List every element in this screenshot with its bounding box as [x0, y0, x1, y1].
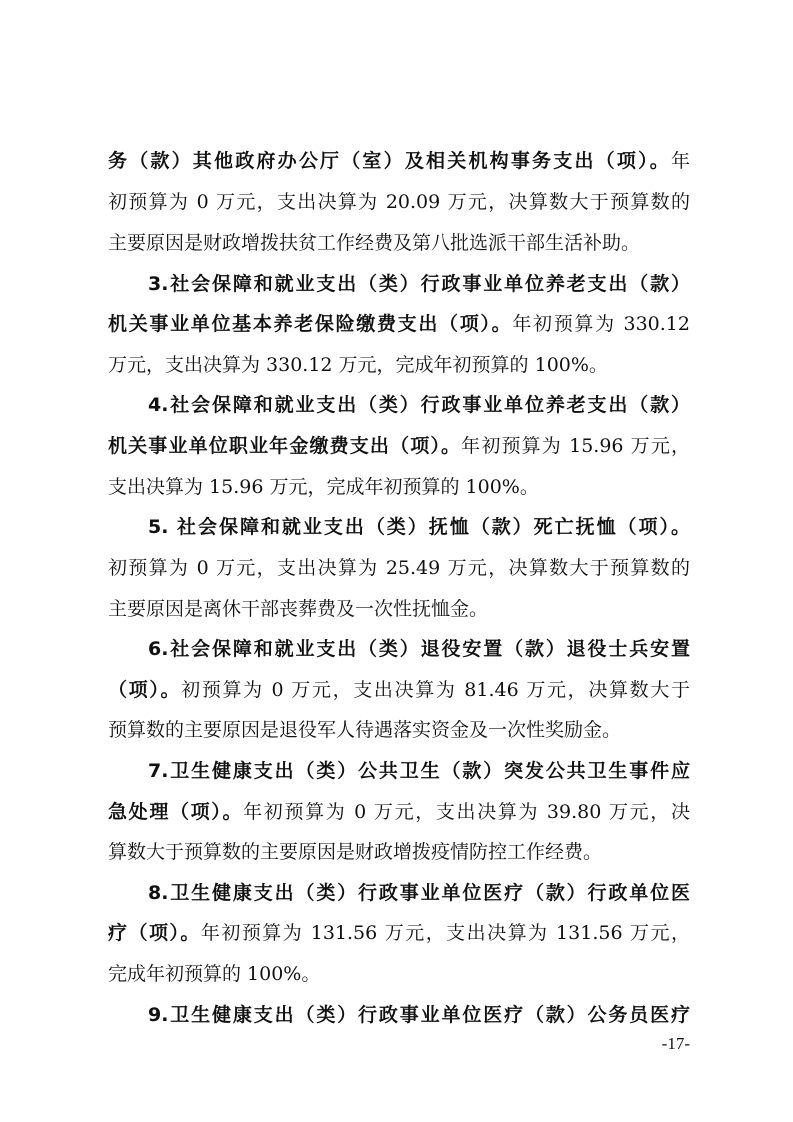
- text-line: [108, 225, 690, 261]
- text-line: [108, 550, 690, 586]
- bold-text: 4.社会保障和就业支出（类）行政事业单位养老支出（款）: [148, 394, 690, 416]
- body-text: 初预算为 0 万元，支出决算为 81.46 万元，决算数大于: [181, 679, 690, 701]
- text-line: [148, 753, 690, 789]
- body-text: 主要原因是离休干部丧葬费及一次性抚恤金。: [108, 598, 489, 620]
- bold-text: 机关事业单位职业年金缴费支出（项）。: [108, 435, 462, 457]
- text-line: [148, 875, 690, 911]
- body-text: 支出决算为 15.96 万元，完成年初预算的 100%。: [108, 476, 539, 498]
- text-line: [108, 956, 690, 992]
- text-line: [148, 266, 690, 302]
- text-line: [148, 997, 690, 1033]
- body-text: 初预算为 0 万元，支出决算为 20.09 万元，决算数大于预算数的: [108, 191, 690, 213]
- text-line: [148, 387, 690, 423]
- bold-text: 务（款）其他政府办公厅（室）及相关机构事务支出（项）。: [108, 150, 671, 172]
- text-line: [108, 591, 690, 627]
- bold-text: 5. 社会保障和就业支出（类）抚恤（款）死亡抚恤（项）。: [148, 516, 690, 538]
- text-line: [108, 794, 690, 830]
- text-line: [108, 834, 690, 870]
- bold-text: 3.社会保障和就业支出（类）行政事业单位养老支出（款）: [148, 273, 690, 295]
- body-text: 年初预算为 0 万元，支出决算为 39.80 万元，决: [243, 801, 690, 823]
- text-line: [108, 306, 690, 342]
- bold-text: 7.卫生健康支出（类）公共卫生（款）突发公共卫生事件应: [148, 760, 690, 782]
- bold-text: 8.卫生健康支出（类）行政事业单位医疗（款）行政单位医: [148, 882, 690, 904]
- body-text: 主要原因是财政增拨扶贫工作经费及第八批选派干部生活补助。: [108, 232, 641, 254]
- text-line: [148, 631, 690, 667]
- text-line: [108, 184, 690, 220]
- text-line: [108, 428, 690, 464]
- text-line: [108, 712, 690, 748]
- bold-text: （项）。: [108, 679, 182, 701]
- bold-text: 疗（项）。: [108, 922, 201, 944]
- body-text: 预算数的主要原因是退役军人待遇落实资金及一次性奖励金。: [108, 719, 622, 741]
- text-line: [108, 469, 690, 505]
- text-line: [148, 509, 690, 545]
- bold-text: 机关事业单位基本养老保险缴费支出（项）。: [108, 313, 513, 335]
- body-text: 年初预算为 131.56 万元，支出决算为 131.56 万元，: [200, 922, 690, 944]
- bold-text: 6.社会保障和就业支出（类）退役安置（款）退役士兵安置: [148, 638, 690, 660]
- body-text: 年: [670, 150, 690, 172]
- body-text: 完成年初预算的 100%。: [108, 963, 321, 985]
- bold-text: 9.卫生健康支出（类）行政事业单位医疗（款）公务员医疗: [148, 1004, 690, 1026]
- body-text: 初预算为 0 万元，支出决算为 25.49 万元，决算数大于预算数的: [108, 557, 690, 579]
- body-text: 算数大于预算数的主要原因是财政增拨疫情防控工作经费。: [108, 841, 603, 863]
- text-line: [108, 143, 690, 179]
- body-text: 万元，支出决算为 330.12 万元，完成年初预算的 100%。: [108, 354, 608, 376]
- page-number: -17-: [661, 1034, 690, 1053]
- bold-text: 急处理（项）。: [108, 801, 244, 823]
- text-line: [108, 672, 690, 708]
- body-text: 年初预算为 15.96 万元，: [461, 435, 690, 457]
- body-text: 年初预算为 330.12: [512, 313, 690, 335]
- text-line: [108, 347, 690, 383]
- text-line: [108, 915, 690, 951]
